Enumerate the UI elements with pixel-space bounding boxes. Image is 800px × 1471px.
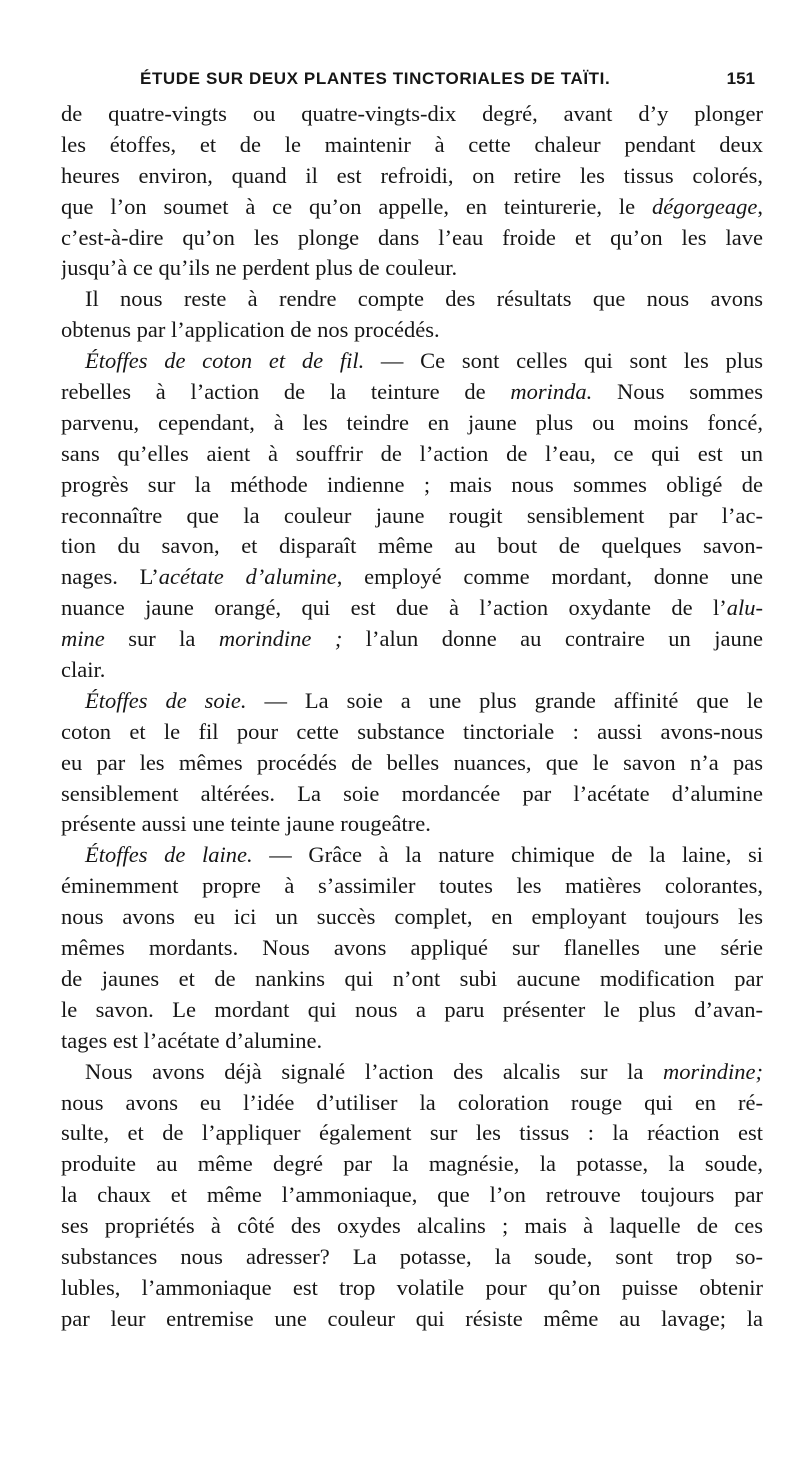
text-segment: , employé comme mordant, donne une [336, 564, 763, 590]
text-line [61, 531, 763, 562]
page-number: 151 [726, 69, 755, 88]
text-line [61, 408, 763, 439]
text-line [61, 748, 763, 779]
text-line [61, 624, 763, 655]
text-segment: — Ce sont celles qui sont les plus [364, 348, 763, 374]
text-line [61, 717, 763, 748]
text-segment: sans qu’elles aient à souffrir de l’action de l’eau, ce qui est un [61, 440, 763, 466]
text-segment: heures environ, quand il est refroidi, on retire les tissus colorés, [61, 162, 763, 188]
text-segment: par leur entremise une couleur qui résiste même au lavage; la [61, 1305, 763, 1331]
text-segment: que l’on soumet à ce qu’on appelle, en teinturerie, le [61, 193, 652, 219]
running-head [140, 64, 760, 94]
text-segment: Nous avons déjà signalé l’action des alcalis sur la [85, 1058, 663, 1084]
text-line [61, 1180, 763, 1211]
text-segment: ses propriétés à côté des oxydes alcalins ; mais à laquelle de ces [61, 1213, 763, 1239]
text-line [61, 964, 763, 995]
text-segment: c’est-à-dire qu’on les plonge dans l’eau froide et qu’on les lave [61, 224, 763, 250]
italic-text: Étoffes de laine. [85, 842, 253, 868]
text-line [61, 1118, 763, 1149]
text-segment: substances nous adresser? La potasse, la soude, sont trop so- [61, 1243, 763, 1269]
running-title: ÉTUDE SUR DEUX PLANTES TINCTORIALES DE TAÏTI. [140, 69, 611, 88]
text-line [61, 315, 763, 346]
text-segment: les étoffes, et de le maintenir à cette chaleur pendant deux [61, 131, 763, 157]
text-segment: produite au même degré par la magnésie, la potasse, la soude, [61, 1151, 763, 1177]
text-line [61, 1088, 763, 1119]
text-segment: présente aussi une teinte jaune rougeâtre. [61, 811, 431, 837]
text-segment: parvenu, cependant, à les teindre en jaune plus ou moins foncé, [61, 409, 763, 435]
text-line [61, 1242, 763, 1273]
text-line [61, 377, 763, 408]
text-line [61, 1304, 763, 1335]
text-line [61, 192, 763, 223]
italic-text: morinda. [510, 379, 593, 405]
text-segment: nages. L’ [61, 564, 159, 590]
text-line [61, 655, 763, 686]
text-segment: sulte, et de l’appliquer également sur les tissus : la réaction est [61, 1120, 763, 1146]
text-line [61, 871, 763, 902]
text-segment: Il nous reste à rendre compte des résultats que nous avons [85, 286, 763, 312]
text-segment: tion du savon, et disparaît même au bout de quelques savon- [61, 533, 763, 559]
text-segment: nuance jaune orangé, qui est due à l’action oxydante de l’ [61, 595, 727, 621]
text-line [61, 933, 763, 964]
italic-text: Étoffes de soie. [85, 687, 247, 713]
italic-text: dégorgeage [651, 193, 758, 219]
text-segment: la chaux et même l’ammoniaque, que l’on retrouve toujours par [61, 1182, 763, 1208]
text-segment: lubles, l’ammoniaque est trop volatile pour qu’on puisse obtenir [61, 1274, 763, 1300]
text-line [61, 439, 763, 470]
text-line [61, 1026, 763, 1057]
text-segment: l’alun donne au contraire un jaune [342, 626, 763, 652]
text-segment: rebelles à l’action de la teinture de [61, 379, 511, 405]
text-line [61, 501, 763, 532]
text-line [61, 902, 763, 933]
text-segment: Nous sommes [592, 379, 763, 405]
text-line [61, 593, 763, 624]
text-line [61, 1211, 763, 1242]
text-line [61, 1149, 763, 1180]
text-segment: coton et le fil pour cette substance tinctoriale : aussi avons-nous [61, 718, 763, 744]
text-line [61, 223, 763, 254]
text-segment: nous avons eu ici un succès complet, en employant toujours les [61, 904, 763, 930]
text-segment: jusqu’à ce qu’ils ne perdent plus de couleur. [61, 255, 458, 281]
italic-text: Étoffes de coton et de fil. [85, 348, 365, 374]
text-segment: obtenus par l’application de nos procédés. [61, 317, 440, 343]
italic-text: acétate d’alumine [158, 564, 337, 590]
text-segment: progrès sur la méthode indienne ; mais nous sommes obligé de [61, 471, 763, 497]
text-segment: sur la [104, 626, 219, 652]
body-text [61, 99, 763, 1335]
text-segment: reconnaître que la couleur jaune rougit sensiblement par l’ac- [61, 502, 763, 528]
text-line [61, 562, 763, 593]
text-line [61, 995, 763, 1026]
text-line [61, 1273, 763, 1304]
text-line [61, 779, 763, 810]
italic-text: morindine ; [218, 626, 343, 652]
text-line [61, 130, 763, 161]
text-line [61, 686, 763, 717]
text-segment: éminemment propre à s’assimiler toutes les matières colorantes, [61, 873, 763, 899]
text-segment: sensiblement altérées. La soie mordancée par l’acétate d’alumine [61, 780, 763, 806]
text-segment: , [757, 193, 763, 219]
text-segment: — La soie a une plus grande affinité que le [246, 687, 763, 713]
italic-text: morindine; [663, 1058, 763, 1084]
text-segment: de jaunes et de nankins qui n’ont subi aucune modification par [61, 965, 763, 991]
text-segment: le savon. Le mordant qui nous a paru présenter le plus d’avan- [61, 996, 763, 1022]
italic-text: mine [61, 626, 105, 652]
text-line [61, 161, 763, 192]
text-line [61, 284, 763, 315]
text-line [61, 99, 763, 130]
text-segment: nous avons eu l’idée d’utiliser la coloration rouge qui en ré- [61, 1089, 763, 1115]
text-line [61, 840, 763, 871]
text-segment: tages est l’acétate d’alumine. [61, 1027, 323, 1053]
text-line [61, 253, 763, 284]
text-line [61, 346, 763, 377]
text-segment: mêmes mordants. Nous avons appliqué sur flanelles une série [61, 935, 763, 961]
text-line [61, 1057, 763, 1088]
text-segment: — Grâce à la nature chimique de la laine, si [252, 842, 763, 868]
text-segment: eu par les mêmes procédés de belles nuances, que le savon n’a pas [61, 749, 763, 775]
text-segment: de quatre-vingts ou quatre-vingts-dix degré, avant d’y plonger [61, 101, 763, 126]
text-line [61, 809, 763, 840]
text-segment: clair. [61, 657, 106, 683]
italic-text: alu- [726, 595, 763, 621]
text-line [61, 470, 763, 501]
